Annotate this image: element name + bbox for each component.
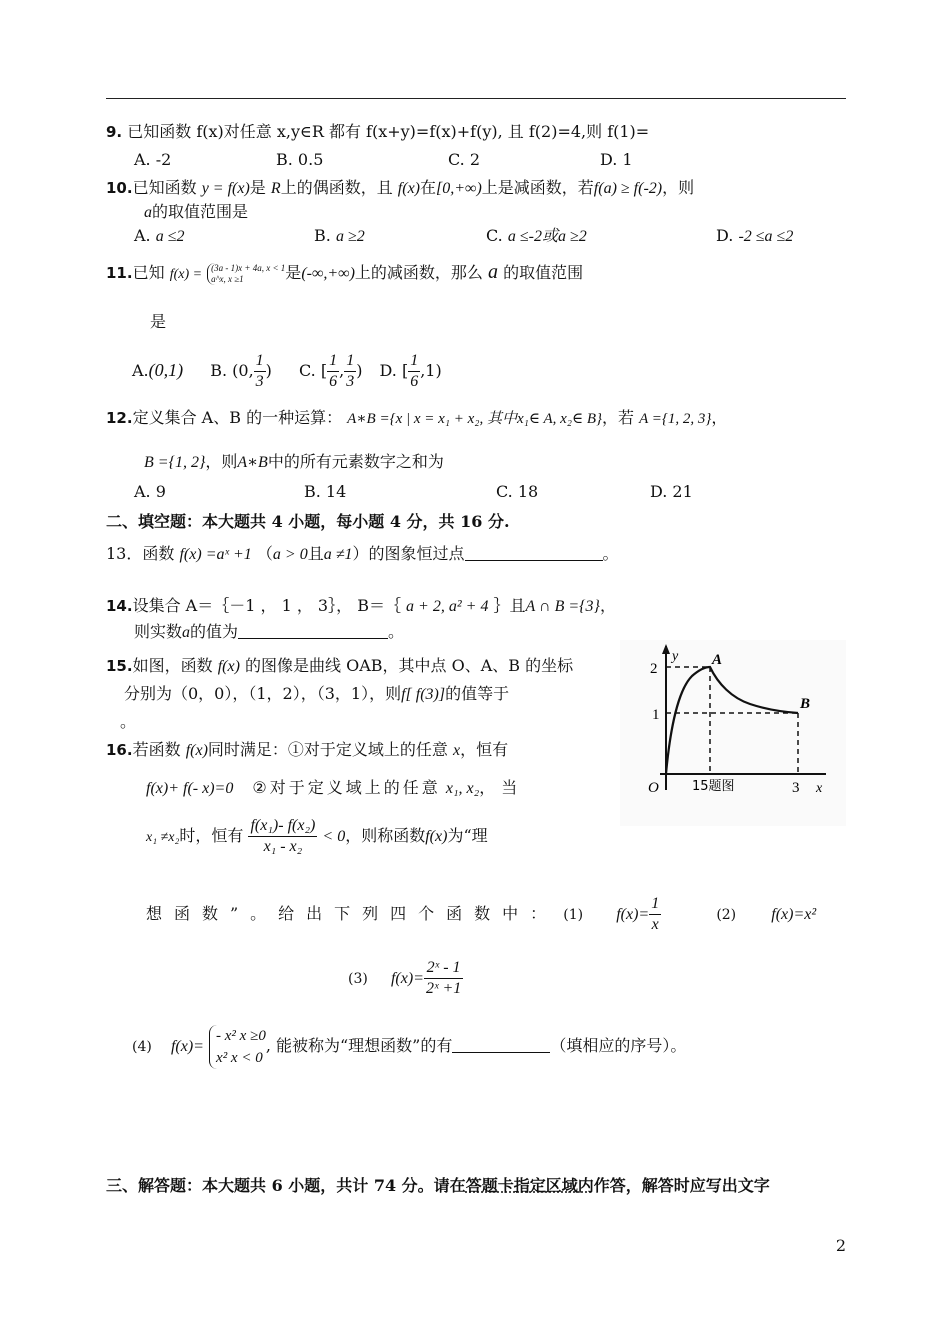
question-11-line-2: 是 xyxy=(150,312,167,331)
question-16-line-2: f(x)+ f(- x)=0 ②对于定义域上的任意 x₁, x₂，当 xyxy=(146,778,524,797)
question-10: 10.已知函数 y = f(x)是 R上的偶函数，且 f(x)在[0,+∞)上是减函数，若f(a) ≥ f(-2)，则 xyxy=(106,178,695,197)
page-number: 2 xyxy=(835,1236,846,1255)
question-12-option-c: C. 18 xyxy=(496,482,539,501)
question-11-piecewise: (3a - 1)x + 4a, x < 1 a^x, x ≥1 xyxy=(207,263,285,285)
question-9-option-c: C. 2 xyxy=(448,150,481,169)
decreasing-condition-fraction: $\frac{\text{f(x₁)- f(x₂)}}{\text{x₁ - x₂}}$ xyxy=(250,817,316,855)
question-16-line-4: 想函数”。给出下列四个函数中： (1) f(x)= $\frac{1}{x}$ (2) f(x)=x² xyxy=(146,895,817,933)
section-3-heading: 三、解答题：本大题共 6 小题，共计 74 分。请在答题卡指定区域内作答，解答时应写出文字 xyxy=(106,1176,770,1195)
question-15: 15.如图，函数 f(x) 的图像是曲线 OAB，其中点 O、A、B 的坐标 xyxy=(106,656,574,675)
question-9-stem: 已知函数 f(x)对任意 x,y∈R 都有 f(x+y)=f(x)+f(y), 且 f(2)=4,则 f(1)= xyxy=(127,122,650,141)
question-16-line-3: x₁ ≠x₂时，恒有 $\frac{\text{f(x₁)- f(x₂)}}{\text{x₁ - x₂}}$ < 0，则称函数f(x)为“理 xyxy=(146,817,488,855)
function-4-piecewise: - x² x ≥0 x² x < 0 xyxy=(209,1025,266,1069)
graph-caption: 15题图 xyxy=(692,779,735,794)
question-9-option-d: D. 1 xyxy=(600,150,633,169)
question-16: 16.若函数 f(x)同时满足：①对于定义域上的任意 x，恒有 xyxy=(106,740,509,759)
section-2-heading: 二、填空题：本大题共 4 小题，每小题 4 分，共 16 分. xyxy=(106,512,510,531)
header-rule xyxy=(106,98,846,99)
question-11: 11.已知 f(x) = (3a - 1)x + 4a, x < 1 a^x, x ≥1 是(-∞,+∞)上的减函数，那么 a 的取值范围 xyxy=(106,261,584,284)
question-15-line-3: 。 xyxy=(120,712,137,731)
question-12: 12.定义集合 A、B 的一种运算： A∗B ={x | x = x₁ + x₂, 其中x₁∈ A, x₂∈ B}，若 A ={1, 2, 3}， xyxy=(106,408,728,427)
answer-blank-13[interactable] xyxy=(465,544,603,561)
fraction-one-third: $\frac{1}{3}$ xyxy=(255,352,264,390)
question-9: 9. 已知函数 f(x)对任意 x,y∈R 都有 f(x+y)=f(x)+f(y), 且 f(2)=4,则 f(1)= xyxy=(106,122,650,141)
tick-label-y1: 1 xyxy=(652,707,660,723)
question-14-line-2: 则实数a的值为 。 xyxy=(134,622,405,641)
answer-blank-14[interactable] xyxy=(238,622,388,639)
x-axis-label: x xyxy=(816,781,823,796)
answer-blank-16[interactable] xyxy=(452,1036,550,1053)
question-12-option-a: A. 9 xyxy=(134,482,166,501)
point-b-label: B xyxy=(800,696,811,712)
tick-label-x3: 3 xyxy=(792,780,800,796)
question-13: 13．函数 f(x) =aˣ +1 （a > 0且a ≠1）的图象恒过点 。 xyxy=(106,544,619,563)
point-a-label: A xyxy=(712,652,723,668)
origin-label: O xyxy=(648,780,659,796)
question-10-option-c: C. a ≤-2或a ≥2 xyxy=(486,226,587,245)
question-10-option-a: A. a ≤2 xyxy=(134,226,185,245)
question-14: 14.设集合 A＝｛－1 ， 1 ， 3｝， B＝｛ a + 2, a² + 4 ｝且A ∩ B ={3}， xyxy=(106,596,616,615)
question-9-option-b: B. 0.5 xyxy=(276,150,324,169)
function-1-fraction: $\frac{1}{x}$ xyxy=(651,895,660,933)
question-15-line-2: 分别为（0，0），（1，2），（3，1），则f[ f(3)]的值等于 xyxy=(124,684,510,703)
question-16-line-5: (3) f(x)= $\frac{\text{2ˣ - 1}}{\text{2ˣ +1}}$ xyxy=(348,959,462,997)
question-12-option-b: B. 14 xyxy=(304,482,347,501)
question-9-option-a: A. -2 xyxy=(134,150,172,169)
question-10-option-b: B. a ≥2 xyxy=(314,226,365,245)
function-3-fraction: $\frac{\text{2ˣ - 1}}{\text{2ˣ +1}}$ xyxy=(425,959,462,997)
question-10-option-d: D. -2 ≤a ≤2 xyxy=(716,226,794,245)
y-axis-label: y xyxy=(672,649,679,664)
tick-label-y2: 2 xyxy=(650,661,658,677)
question-11-options: A.(0,1) B. (0, $\frac{1}{3}$ ) C. [ $\frac{1}{6}$ , $\frac{1}{3}$ ) D. [ $\frac{1}{6}$ ,1) xyxy=(132,352,442,390)
question-10-line-2: a的取值范围是 xyxy=(144,202,249,221)
question-12-line-2: B ={1, 2}，则A∗B中的所有元素数字之和为 xyxy=(144,452,444,471)
function-graph-figure xyxy=(620,640,846,826)
question-12-option-d: D. 21 xyxy=(650,482,693,501)
question-16-line-6: (4) f(x)= - x² x ≥0 x² x < 0, 能被称为“理想函数”的有 （填相应的序号）。 xyxy=(132,1024,686,1074)
